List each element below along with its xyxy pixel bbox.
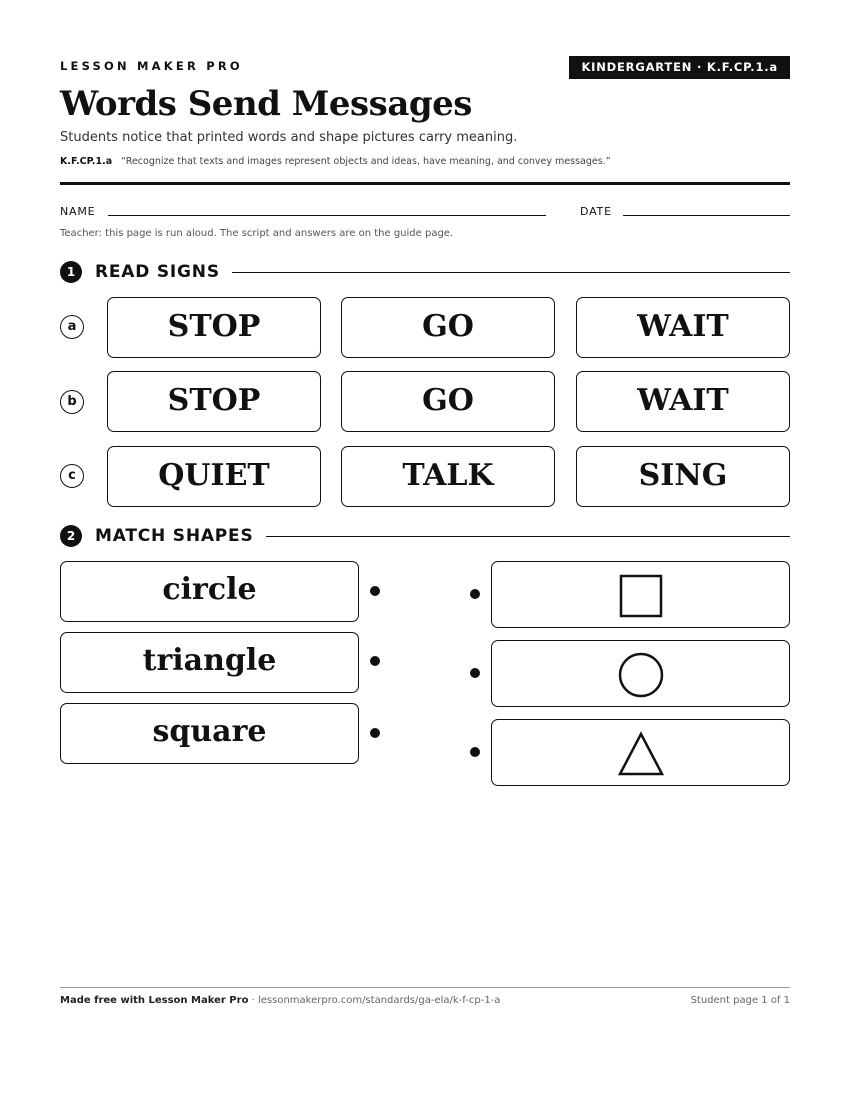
match-dot[interactable] bbox=[370, 656, 380, 666]
sign-card[interactable]: TALK bbox=[341, 446, 555, 507]
footer-rule bbox=[60, 987, 790, 988]
square-icon bbox=[617, 572, 665, 620]
standard-text: “Recognize that texts and images represent objects and ideas, have meaning, and convey messages.” bbox=[121, 156, 611, 167]
row-letter-a: a bbox=[60, 315, 84, 339]
sign-card[interactable]: QUIET bbox=[107, 446, 321, 507]
standard-line bbox=[60, 156, 611, 167]
name-line[interactable] bbox=[108, 215, 546, 216]
grade-badge: KINDERGARTEN · K.F.CP.1.a bbox=[569, 56, 790, 79]
word-card[interactable]: square bbox=[60, 703, 359, 764]
footer-page-number: Student page 1 of 1 bbox=[690, 995, 790, 1006]
sign-card[interactable]: WAIT bbox=[576, 297, 790, 358]
footer-brand: Made free with Lesson Maker Pro bbox=[60, 995, 249, 1006]
match-dot[interactable] bbox=[470, 747, 480, 757]
page-subtitle: Students notice that printed words and shape pictures carry meaning. bbox=[60, 130, 518, 145]
section-number-badge: 2 bbox=[60, 525, 82, 547]
sign-card[interactable]: GO bbox=[341, 371, 555, 432]
match-dot[interactable] bbox=[470, 589, 480, 599]
circle-icon bbox=[617, 651, 665, 699]
footer-url[interactable]: · lessonmakerpro.com/standards/ga-ela/k-f-cp-1-a bbox=[248, 995, 501, 1006]
section-title: MATCH SHAPES bbox=[95, 525, 266, 547]
sign-card[interactable]: GO bbox=[341, 297, 555, 358]
match-dot[interactable] bbox=[470, 668, 480, 678]
shape-card[interactable] bbox=[491, 719, 790, 786]
triangle-icon bbox=[617, 730, 665, 778]
shape-card[interactable] bbox=[491, 640, 790, 707]
sign-card[interactable]: WAIT bbox=[576, 371, 790, 432]
word-card[interactable]: circle bbox=[60, 561, 359, 622]
shape-card[interactable] bbox=[491, 561, 790, 628]
page-title: Words Send Messages bbox=[60, 84, 472, 124]
sign-card[interactable]: STOP bbox=[107, 371, 321, 432]
match-dot[interactable] bbox=[370, 728, 380, 738]
footer-credit bbox=[60, 995, 500, 1006]
word-card[interactable]: triangle bbox=[60, 632, 359, 693]
brand-name: LESSON MAKER PRO bbox=[60, 59, 243, 73]
row-letter-b: b bbox=[60, 390, 84, 414]
date-label: DATE bbox=[580, 205, 612, 218]
sign-card[interactable]: STOP bbox=[107, 297, 321, 358]
section-match-shapes-header bbox=[60, 523, 790, 547]
teacher-note: Teacher: this page is run aloud. The script and answers are on the guide page. bbox=[60, 228, 454, 239]
row-letter-c: c bbox=[60, 464, 84, 488]
section-title: READ SIGNS bbox=[95, 261, 232, 283]
header-rule bbox=[60, 182, 790, 185]
name-label: NAME bbox=[60, 205, 96, 218]
section-number-badge: 1 bbox=[60, 261, 82, 283]
standard-code: K.F.CP.1.a bbox=[60, 156, 113, 167]
match-dot[interactable] bbox=[370, 586, 380, 596]
date-line[interactable] bbox=[623, 215, 790, 216]
sign-card[interactable]: SING bbox=[576, 446, 790, 507]
section-read-signs-header bbox=[60, 259, 790, 283]
